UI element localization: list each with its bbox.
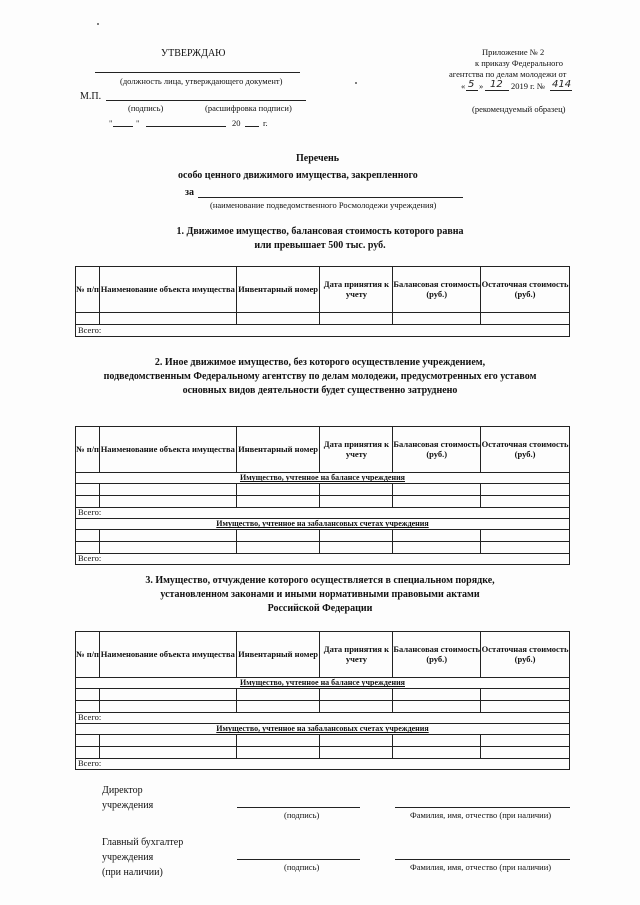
signature-line bbox=[106, 100, 306, 101]
table-row bbox=[76, 735, 570, 747]
total-label: Всего: bbox=[76, 759, 570, 770]
annex-date-close: » bbox=[479, 81, 484, 91]
col-inv-header: Инвентарный номер bbox=[236, 427, 320, 473]
col-name-header: Наименование объекта имущества bbox=[99, 267, 236, 313]
section2-heading-line2: подведомственным Федеральному агентству по делам молодежи, предусмотренных его уставом bbox=[103, 371, 537, 382]
col-num-header: № п/п bbox=[76, 267, 100, 313]
accountant-label-line3: (при наличии) bbox=[102, 867, 163, 878]
director-label-line2: учреждения bbox=[102, 800, 154, 811]
table-subheader-row bbox=[76, 519, 570, 530]
table-subheader-row bbox=[76, 724, 570, 735]
table-row bbox=[76, 747, 570, 759]
signature-caption: (подпись) bbox=[128, 103, 164, 113]
col-rest-header: Остаточная стоимость (руб.) bbox=[481, 267, 570, 313]
table-row bbox=[76, 701, 570, 713]
annex-month-line bbox=[485, 90, 509, 91]
col-name-header: Наименование объекта имущества bbox=[99, 632, 236, 678]
annex-number: 414 bbox=[552, 79, 572, 90]
section1-table bbox=[75, 266, 570, 337]
table-header-row bbox=[76, 267, 570, 313]
table-total-row bbox=[76, 508, 570, 519]
institution-line bbox=[198, 197, 463, 198]
annex-date-open: « bbox=[461, 81, 466, 91]
subheader-balance: Имущество, учтенное на балансе учреждения bbox=[76, 678, 570, 689]
annex-number-line bbox=[550, 90, 572, 91]
table-total-row bbox=[76, 759, 570, 770]
subheader-offbalance: Имущество, учтенное на забалансовых счетах учреждения bbox=[76, 724, 570, 735]
year-prefix: 20 bbox=[232, 118, 241, 128]
title-za: за bbox=[185, 187, 195, 198]
annex-year: 2019 г. № bbox=[511, 81, 546, 91]
annex-sample: (рекомендуемый образец) bbox=[472, 104, 566, 114]
col-inv-header: Инвентарный номер bbox=[236, 267, 320, 313]
col-bal-header: Балансовая стоимость (руб.) bbox=[393, 267, 481, 313]
accountant-name-caption: Фамилия, имя, отчество (при наличии) bbox=[410, 862, 552, 872]
quote-close: " bbox=[136, 118, 140, 128]
section1-heading-line2: или превышает 500 тыс. руб. bbox=[254, 240, 386, 251]
accountant-name-line bbox=[395, 859, 570, 860]
col-date-header: Дата принятия к учету bbox=[320, 632, 393, 678]
annex-day-line bbox=[466, 90, 478, 91]
col-rest-header: Остаточная стоимость (руб.) bbox=[481, 427, 570, 473]
annex-line3: агентства по делам молодежи от bbox=[449, 69, 567, 79]
director-name-caption: Фамилия, имя, отчество (при наличии) bbox=[410, 810, 552, 820]
col-bal-header: Балансовая стоимость (руб.) bbox=[393, 427, 481, 473]
scan-speck bbox=[355, 82, 357, 84]
accountant-sign-line bbox=[237, 859, 360, 860]
institution-caption: (наименование подведомственного Росмолодежи учреждения) bbox=[210, 200, 437, 210]
table-subheader-row bbox=[76, 473, 570, 484]
section3-table bbox=[75, 631, 570, 770]
year-line bbox=[245, 126, 259, 127]
col-date-header: Дата принятия к учету bbox=[320, 427, 393, 473]
director-sign-caption: (подпись) bbox=[284, 810, 320, 820]
section1-heading-line1: 1. Движимое имущество, балансовая стоимость которого равна bbox=[176, 226, 464, 237]
position-line bbox=[95, 72, 300, 73]
col-rest-header: Остаточная стоимость (руб.) bbox=[481, 632, 570, 678]
month-line bbox=[146, 126, 226, 127]
position-caption: (должность лица, утверждающего документ) bbox=[120, 76, 283, 86]
section2-table bbox=[75, 426, 570, 565]
annex-line2: к приказу Федерального bbox=[475, 58, 563, 68]
scan-speck bbox=[97, 23, 99, 25]
table-row bbox=[76, 313, 570, 325]
section2-heading-line1: 2. Иное движимое имущество, без которого осуществление учреждением, bbox=[154, 357, 486, 368]
table-header-row bbox=[76, 632, 570, 678]
total-label: Всего: bbox=[76, 508, 570, 519]
annex-month: 12 bbox=[490, 79, 503, 90]
table-row bbox=[76, 530, 570, 542]
accountant-sign-caption: (подпись) bbox=[284, 862, 320, 872]
table-row bbox=[76, 542, 570, 554]
annex-day: 5 bbox=[468, 79, 475, 90]
title-line2: особо ценного движимого имущества, закрепленного bbox=[178, 170, 418, 181]
subheader-offbalance: Имущество, учтенное на забалансовых счетах учреждения bbox=[76, 519, 570, 530]
table-total-row bbox=[76, 554, 570, 565]
director-sign-line bbox=[237, 807, 360, 808]
accountant-label-line2: учреждения bbox=[102, 852, 154, 863]
decode-caption: (расшифровка подписи) bbox=[205, 103, 292, 113]
total-label: Всего: bbox=[76, 713, 570, 724]
col-date-header: Дата принятия к учету bbox=[320, 267, 393, 313]
director-label-line1: Директор bbox=[102, 785, 143, 796]
section3-heading-line3: Российской Федерации bbox=[267, 603, 373, 614]
section2-heading-line3: основных видов деятельности будет существенно затруднено bbox=[182, 385, 458, 396]
day-line bbox=[113, 126, 133, 127]
table-total-row bbox=[76, 713, 570, 724]
total-label: Всего: bbox=[76, 325, 570, 337]
total-label: Всего: bbox=[76, 554, 570, 565]
director-name-line bbox=[395, 807, 570, 808]
table-row bbox=[76, 689, 570, 701]
col-inv-header: Инвентарный номер bbox=[236, 632, 320, 678]
col-num-header: № п/п bbox=[76, 632, 100, 678]
approve-label: УТВЕРЖДАЮ bbox=[161, 48, 226, 59]
year-suffix: г. bbox=[263, 118, 268, 128]
annex-line1: Приложение № 2 bbox=[482, 47, 545, 57]
col-bal-header: Балансовая стоимость (руб.) bbox=[393, 632, 481, 678]
subheader-balance: Имущество, учтенное на балансе учреждения bbox=[76, 473, 570, 484]
table-subheader-row bbox=[76, 678, 570, 689]
section3-heading-line1: 3. Имущество, отчуждение которого осуществляется в специальном порядке, bbox=[145, 575, 495, 586]
table-header-row bbox=[76, 427, 570, 473]
quote-open: " bbox=[109, 118, 113, 128]
col-num-header: № п/п bbox=[76, 427, 100, 473]
mp-label: М.П. bbox=[80, 91, 102, 102]
title-line1: Перечень bbox=[296, 153, 340, 164]
col-name-header: Наименование объекта имущества bbox=[99, 427, 236, 473]
table-row bbox=[76, 484, 570, 496]
table-total-row bbox=[76, 325, 570, 337]
accountant-label-line1: Главный бухгалтер bbox=[102, 837, 184, 848]
table-row bbox=[76, 496, 570, 508]
section3-heading-line2: установленном законами и иными нормативными правовыми актами bbox=[160, 589, 480, 600]
